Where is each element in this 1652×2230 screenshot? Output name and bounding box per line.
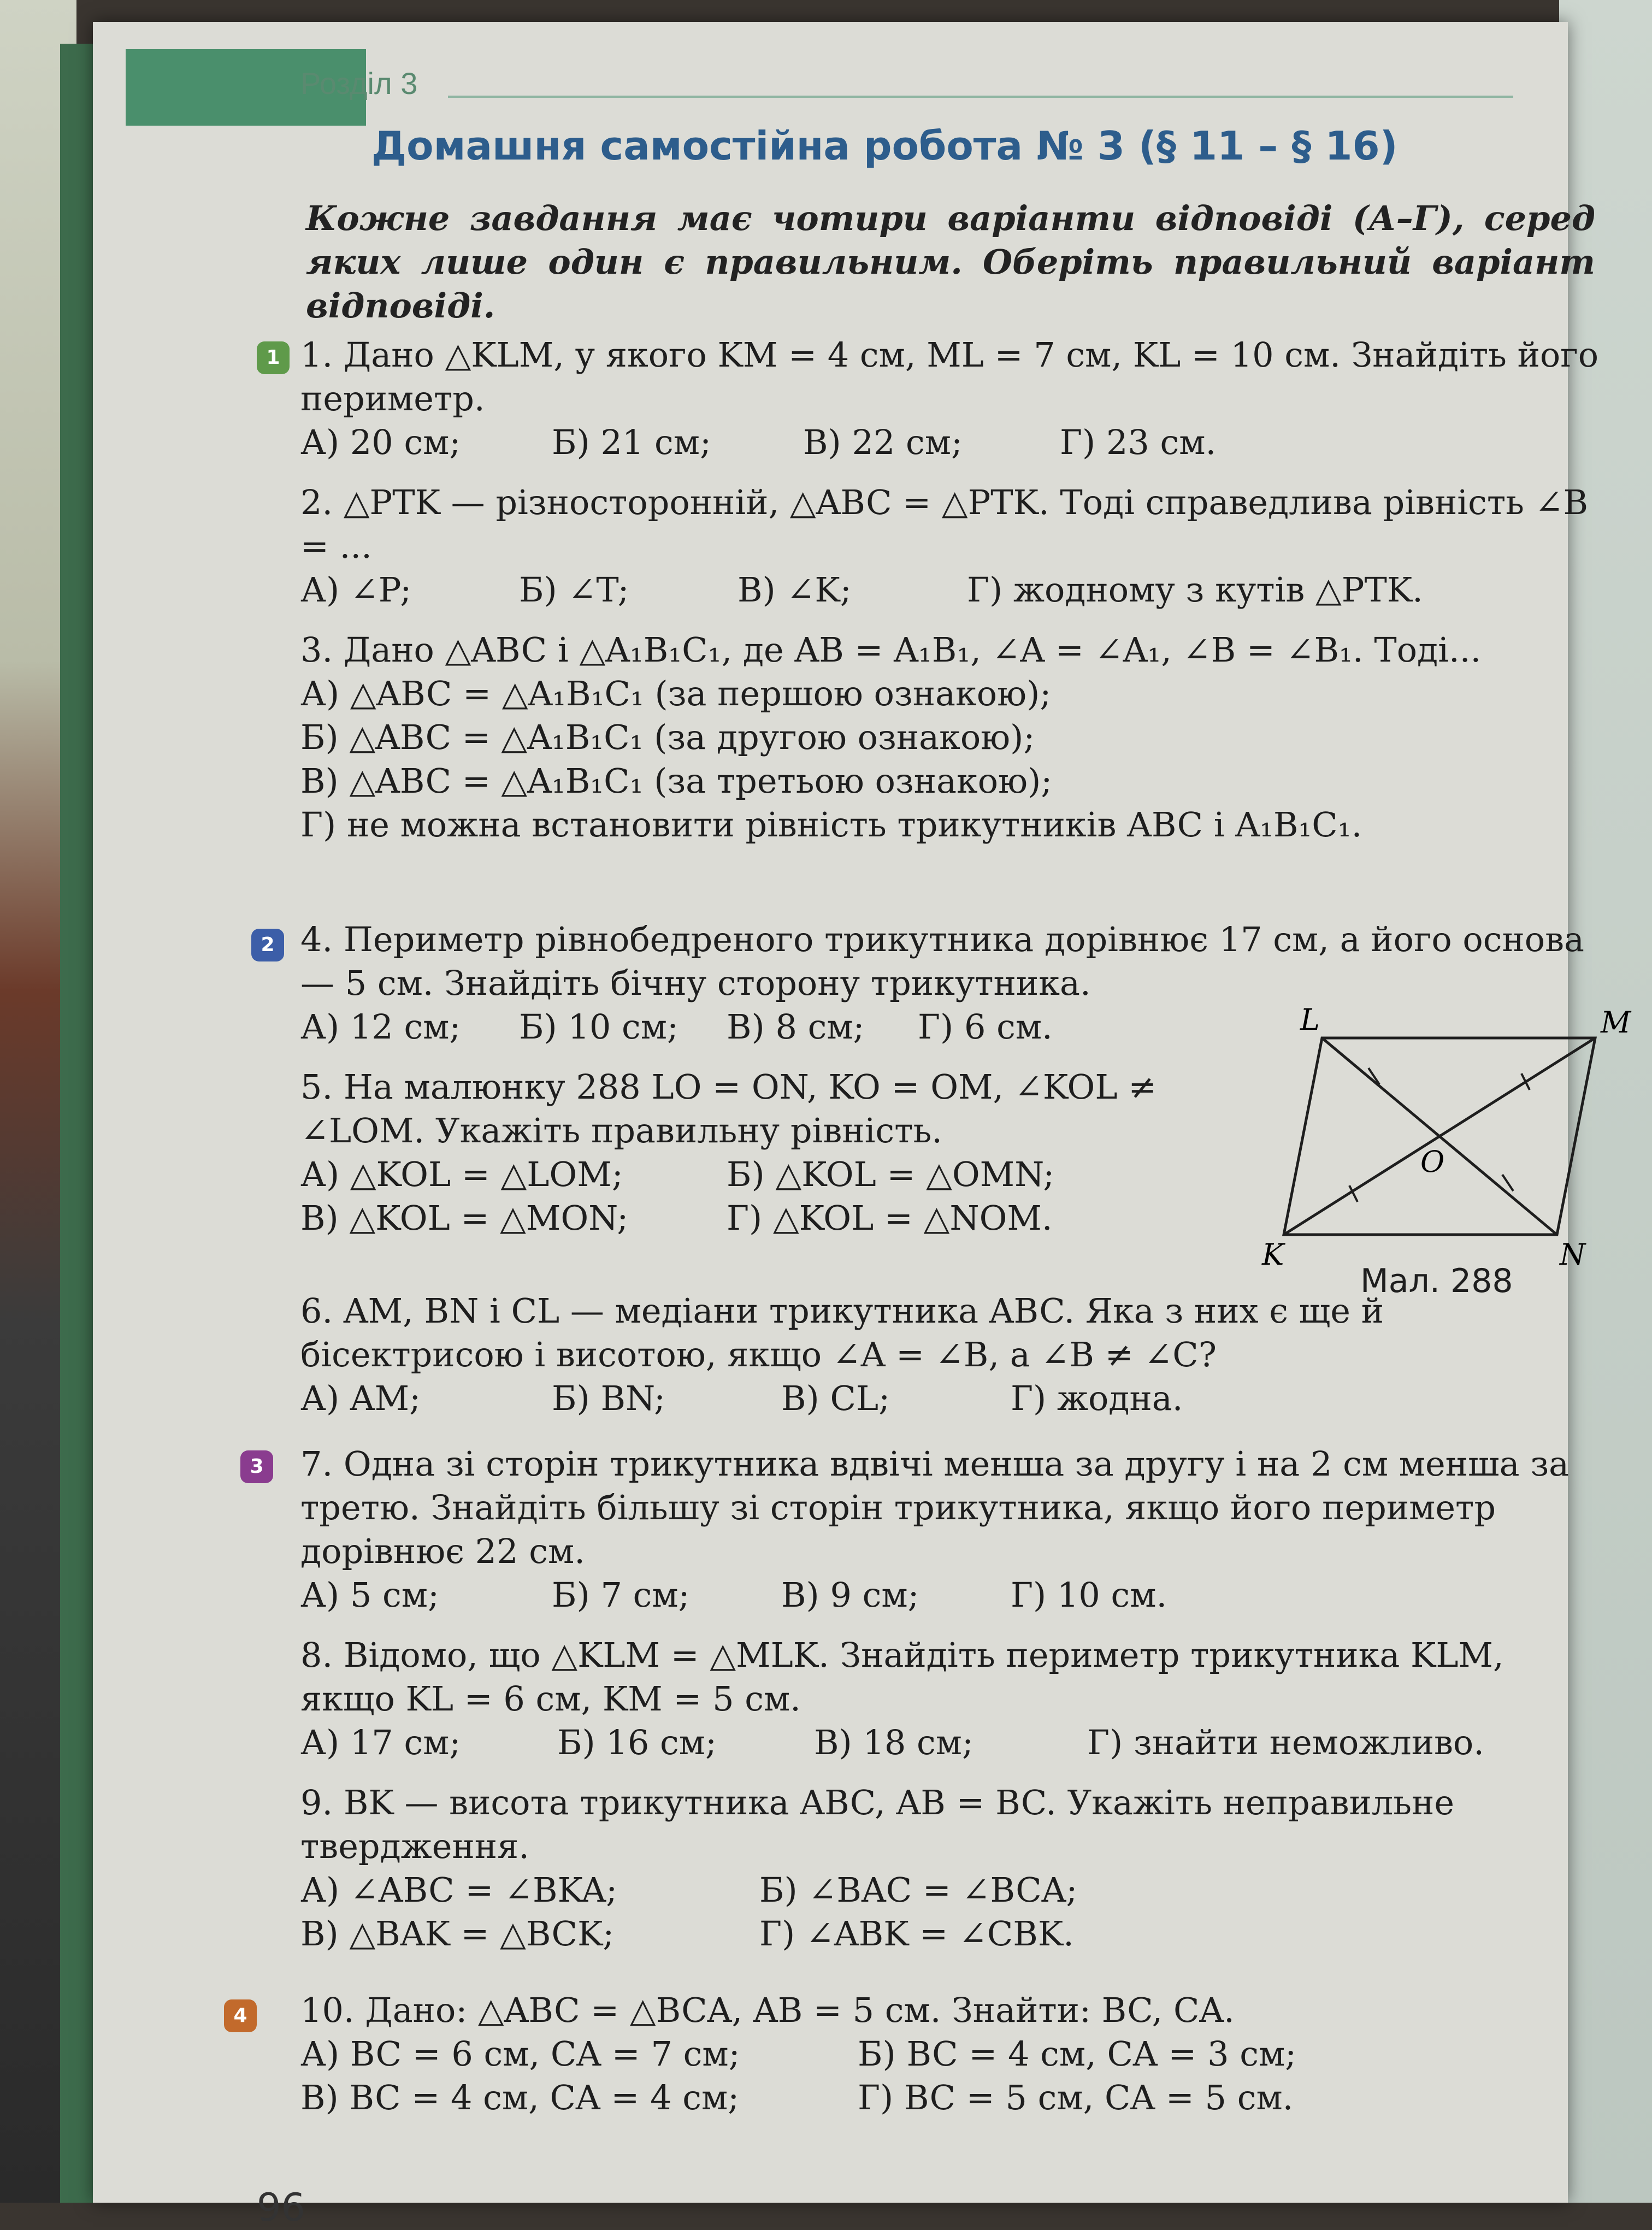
option-c: В) 18 см; (814, 1722, 974, 1762)
question-text: 7. Одна зі сторін трикутника вдвічі менша за другу і на 2 см менша за третю. Знайдіть більшу зі сторін трикутника, якщо його периметр дорівнює 22 см. (300, 1444, 1570, 1571)
option-d: Г) жодна. (1011, 1378, 1183, 1418)
option-c: В) CL; (781, 1378, 890, 1418)
option-d: Г) 23 см. (1060, 422, 1217, 462)
option-b: Б) 10 см; (519, 1007, 678, 1047)
option-b: Б) BC = 4 см, CA = 3 см; (858, 2034, 1297, 2074)
question-text: 4. Периметр рівнобедреного трикутника дорівнює 17 см, а його основа — 5 см. Знайдіть бічну сторону трикутника. (300, 919, 1585, 1003)
book-page (93, 22, 1631, 2230)
question-text: 5. На малюнку 288 LO = ON, KO = OM, ∠KOL ≠ ∠LOM. Укажіть правильну рівність. (300, 1067, 1157, 1151)
question-5 (300, 1065, 1185, 1240)
option-b: Б) △ABC = △A₁B₁C₁ (за другою ознакою); (300, 717, 1035, 757)
question-text: 9. BK — висота трикутника ABC, AB = BC. Укажіть неправильне твердження. (300, 1783, 1455, 1866)
option-a: А) 12 см; (300, 1007, 461, 1047)
option-b: Б) 21 см; (552, 422, 711, 462)
question-text: 8. Відомо, що △KLM = △MLK. Знайдіть периметр трикутника KLM, якщо KL = 6 см, KM = 5 см. (300, 1635, 1504, 1719)
option-c: В) △BAK = △BCK; (300, 1914, 615, 1954)
option-d: Г) знайти неможливо. (1087, 1722, 1484, 1762)
question-9 (300, 1781, 1606, 1956)
question-text: 2. △PTK — різносторонній, △ABC = △PTK. Тоді справедлива рівність ∠B = ... (300, 482, 1589, 566)
question-7 (300, 1442, 1606, 1617)
option-a: А) AM; (300, 1378, 421, 1418)
option-a: А) 5 см; (300, 1575, 439, 1615)
level-badge-1: 1 (257, 341, 290, 374)
option-a: А) 17 см; (300, 1722, 461, 1762)
option-c: В) 22 см; (803, 422, 963, 462)
option-d: Г) 6 см. (918, 1007, 1053, 1047)
option-b: Б) BN; (552, 1378, 665, 1418)
question-text: 6. AM, BN і CL — медіани трикутника ABC. Яка з них є ще й бісектрисою і висотою, якщо ∠A = ∠B, а ∠B ≠ ∠C? (300, 1291, 1384, 1374)
figure-288 (1262, 1002, 1631, 1300)
page-title: Домашня самостійна робота № 3 (§ 11 – § 16) (371, 123, 1398, 169)
question-text: 3. Дано △ABC і △A₁B₁C₁, де AB = A₁B₁, ∠A = ∠A₁, ∠B = ∠B₁. Тоді... (300, 630, 1482, 670)
option-c: В) 9 см; (781, 1575, 919, 1615)
option-a: А) ∠ABC = ∠BKA; (300, 1870, 618, 1910)
question-1 (300, 333, 1606, 464)
option-b: Б) △KOL = △OMN; (727, 1154, 1055, 1194)
question-10 (300, 1989, 1606, 2120)
page-number: 96 (257, 2185, 306, 2230)
level-badge-4: 4 (224, 1999, 257, 2032)
option-b: Б) 16 см; (557, 1722, 717, 1762)
option-c: В) BC = 4 см, CA = 4 см; (300, 2078, 740, 2117)
option-d: Г) △KOL = △NOM. (727, 1198, 1053, 1238)
option-c: В) 8 см; (727, 1007, 865, 1047)
label-n: N (1560, 1237, 1586, 1272)
option-d: Г) ∠ABK = ∠CBK. (759, 1914, 1074, 1954)
question-text: 1. Дано △KLM, у якого KM = 4 см, ML = 7 см, KL = 10 см. Знайдіть його периметр. (300, 335, 1599, 418)
figure-caption: Мал. 288 (1360, 1262, 1513, 1300)
option-d: Г) BC = 5 см, CA = 5 см. (858, 2078, 1294, 2117)
option-c: В) ∠K; (738, 570, 852, 610)
option-d: Г) жодному з кутів △PTK. (967, 570, 1423, 610)
option-c: В) △ABC = △A₁B₁C₁ (за третьою ознакою); (300, 761, 1053, 801)
diagonal-km (1284, 1038, 1595, 1235)
option-d: Г) 10 см. (1011, 1575, 1167, 1615)
option-a: А) BC = 6 см, CA = 7 см; (300, 2034, 740, 2074)
option-d: Г) не можна встановити рівність трикутників ABC і A₁B₁C₁. (300, 805, 1362, 845)
label-o: O (1420, 1145, 1445, 1179)
label-m: M (1601, 1005, 1631, 1040)
option-a: А) △KOL = △LOM; (300, 1154, 623, 1194)
option-b: Б) ∠BAC = ∠BCA; (759, 1870, 1078, 1910)
option-a: А) 20 см; (300, 422, 461, 462)
option-b: Б) 7 см; (552, 1575, 690, 1615)
question-8 (300, 1633, 1606, 1765)
question-3 (300, 628, 1606, 847)
label-l: L (1300, 1002, 1320, 1037)
question-2 (300, 481, 1606, 612)
option-c: В) △KOL = △MON; (300, 1198, 629, 1238)
level-badge-2: 2 (251, 929, 284, 961)
option-b: Б) ∠T; (519, 570, 629, 610)
option-a: А) △ABC = △A₁B₁C₁ (за першою ознакою); (300, 674, 1052, 713)
question-text: 10. Дано: △ABC = △BCA, AB = 5 см. Знайти: BC, CA. (300, 1990, 1235, 2030)
level-badge-3: 3 (240, 1450, 273, 1483)
question-6 (300, 1289, 1606, 1420)
section-label: Розділ 3 (300, 66, 418, 101)
instructions: Кожне завдання має чотири варіанти відповіді (А–Г), серед яких лише один є правильним. Оберіть правильний варіант відповіді. (306, 198, 1595, 326)
section-rule (448, 96, 1513, 98)
option-a: А) ∠P; (300, 570, 412, 610)
tick-on (1502, 1175, 1513, 1191)
label-k: K (1262, 1237, 1284, 1272)
